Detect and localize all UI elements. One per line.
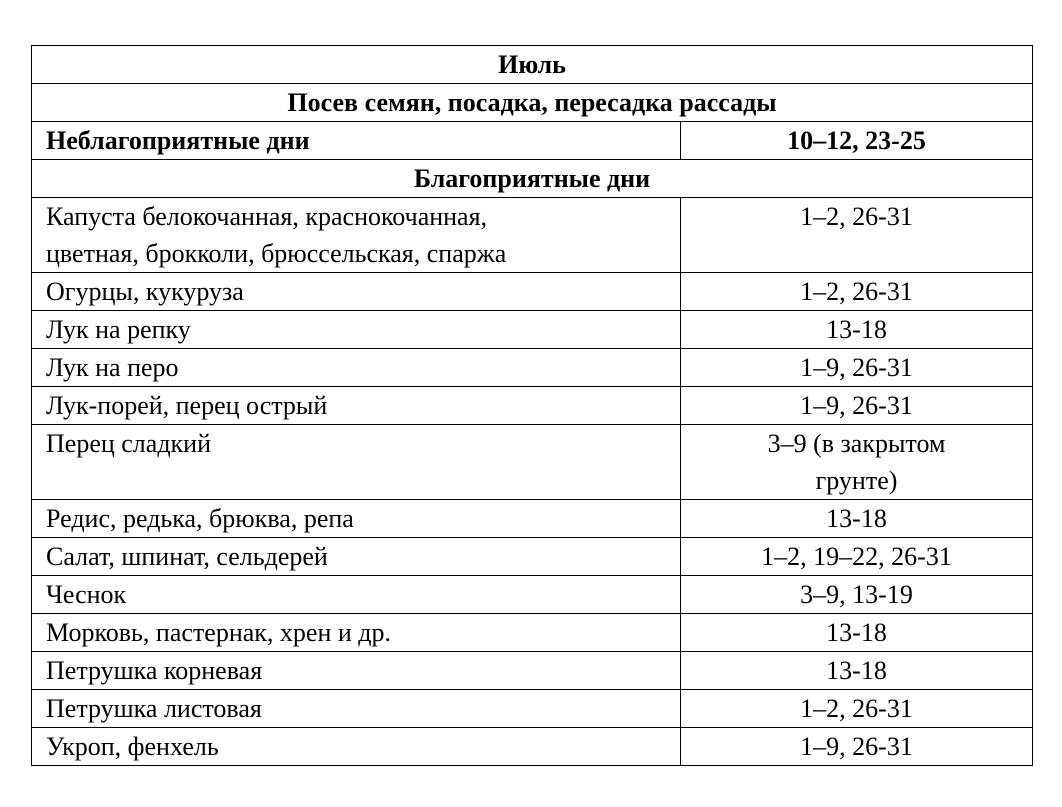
crop-cell: Редис, редька, брюква, репа <box>32 500 681 538</box>
table-row <box>32 198 1033 273</box>
section-title: Посев семян, посадка, пересадка рассады <box>32 84 1033 122</box>
days-line: грунте) <box>815 466 898 495</box>
unfavorable-days-label: Неблагоприятные дни <box>32 122 681 160</box>
unfavorable-days-value: 10–12, 23-25 <box>681 122 1033 160</box>
table-row <box>32 614 1033 652</box>
crop-cell: Петрушка корневая <box>32 652 681 690</box>
crop-cell: Лук на перо <box>32 349 681 387</box>
planting-calendar-table <box>31 45 1033 766</box>
days-cell: 1–2, 26-31 <box>681 198 1033 273</box>
table-row <box>32 387 1033 425</box>
crop-cell: Огурцы, кукуруза <box>32 273 681 311</box>
days-cell: 3–9, 13-19 <box>681 576 1033 614</box>
days-cell: 13-18 <box>681 500 1033 538</box>
favorable-days-header-row <box>32 160 1033 198</box>
table-row <box>32 500 1033 538</box>
days-cell: 1–2, 26-31 <box>681 690 1033 728</box>
days-cell: 1–2, 19–22, 26-31 <box>681 538 1033 576</box>
section-header-row <box>32 84 1033 122</box>
days-cell: 1–9, 26-31 <box>681 387 1033 425</box>
days-cell <box>681 425 1033 500</box>
crop-name-line: Капуста белокочанная, краснокочанная, <box>46 202 488 231</box>
crop-cell <box>32 198 681 273</box>
days-cell: 1–9, 26-31 <box>681 349 1033 387</box>
days-cell: 1–2, 26-31 <box>681 273 1033 311</box>
table-row <box>32 728 1033 766</box>
crop-cell: Перец сладкий <box>32 425 681 500</box>
unfavorable-days-row <box>32 122 1033 160</box>
crop-cell: Укроп, фенхель <box>32 728 681 766</box>
crop-cell: Чеснок <box>32 576 681 614</box>
days-cell: 13-18 <box>681 614 1033 652</box>
month-header-row <box>32 46 1033 84</box>
crop-cell: Лук на репку <box>32 311 681 349</box>
month-title: Июль <box>32 46 1033 84</box>
crop-name-line: цветная, брокколи, брюссельская, спаржа <box>46 239 507 268</box>
days-cell: 13-18 <box>681 311 1033 349</box>
table-row <box>32 349 1033 387</box>
days-cell: 13-18 <box>681 652 1033 690</box>
crop-cell: Салат, шпинат, сельдерей <box>32 538 681 576</box>
table-row <box>32 538 1033 576</box>
days-cell: 1–9, 26-31 <box>681 728 1033 766</box>
table-row <box>32 273 1033 311</box>
favorable-days-header: Благоприятные дни <box>32 160 1033 198</box>
table-row <box>32 576 1033 614</box>
crop-cell: Лук-порей, перец острый <box>32 387 681 425</box>
crop-cell: Петрушка листовая <box>32 690 681 728</box>
table-row <box>32 690 1033 728</box>
table-row <box>32 425 1033 500</box>
crop-cell: Морковь, пастернак, хрен и др. <box>32 614 681 652</box>
days-line: 3–9 (в закрытом <box>767 429 946 458</box>
table-row <box>32 652 1033 690</box>
table-row <box>32 311 1033 349</box>
